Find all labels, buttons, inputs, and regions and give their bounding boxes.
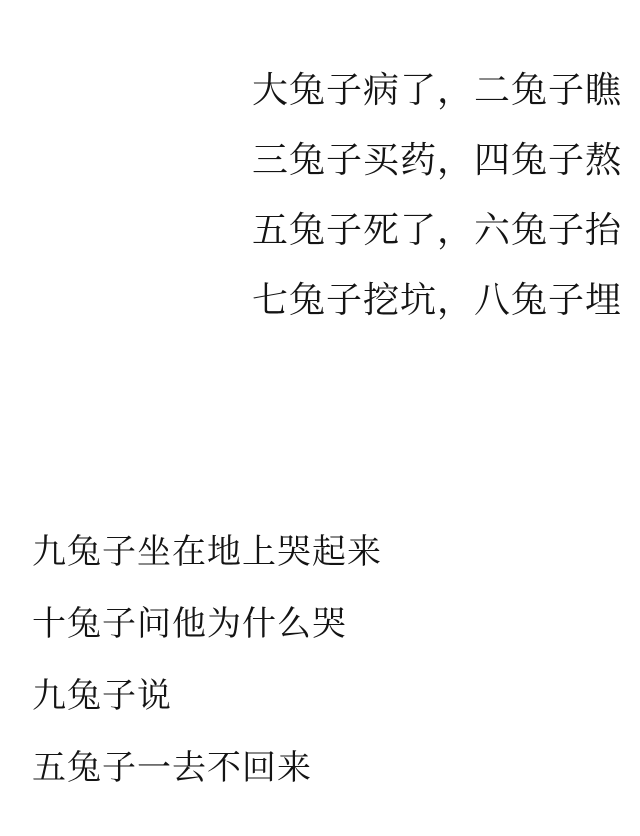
stanza-bottom-line-2: 十兔子问他为什么哭 bbox=[32, 604, 347, 644]
stanza-bottom-line-3: 九兔子说 bbox=[32, 676, 172, 716]
stanza-bottom-line-1: 九兔子坐在地上哭起来 bbox=[32, 532, 382, 572]
stanza-bottom bbox=[0, 516, 640, 804]
stanza-top-line-4: 七兔子挖坑，八兔子埋 bbox=[251, 280, 622, 321]
stanza-top-line-1: 大兔子病了，二兔子瞧 bbox=[251, 70, 622, 111]
stanza-top-line-3: 五兔子死了，六兔子抬 bbox=[251, 210, 622, 251]
stanza-top-line-2: 三兔子买药，四兔子熬 bbox=[251, 140, 622, 181]
stanza-top bbox=[0, 56, 640, 336]
stanza-bottom-line-4: 五兔子一去不回来 bbox=[32, 748, 312, 788]
